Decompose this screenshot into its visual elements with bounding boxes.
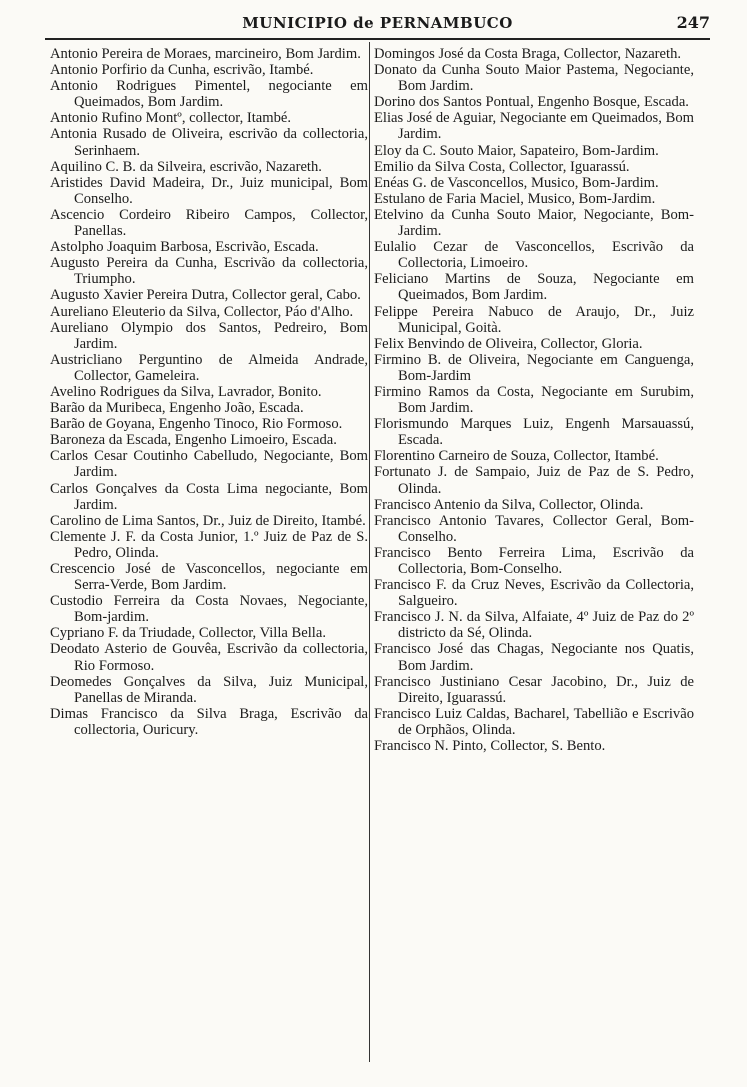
directory-entry: Eloy da C. Souto Maior, Sapateiro, Bom-Jardim. [374, 142, 659, 159]
directory-entry: Florentino Carneiro de Souza, Collector, Itambé. [374, 448, 659, 465]
directory-entry: Augusto Pereira da Cunha, Escrivão da collectoria, Triumpho. [50, 255, 368, 288]
directory-entry: Deodato Asterio de Gouvêa, Escrivão da collectoria, Rio Formoso. [50, 641, 368, 674]
directory-entry: Firmino Ramos da Costa, Negociante em Surubim, Bom Jardim. [374, 383, 694, 417]
right-column [374, 46, 694, 754]
directory-entry: Francisco Luiz Caldas, Bacharel, Tabellião e Escrivão de Orphãos, Olinda. [374, 705, 694, 738]
directory-entry: Florismundo Marques Luiz, Engenh Marsauassú, Escada. [374, 416, 694, 449]
directory-entry: Antonio Rufino Montº, collector, Itambé. [50, 110, 292, 127]
directory-entry: Aquilino C. B. da Silveira, escrivão, Nazareth. [50, 158, 322, 175]
directory-entry: Antonia Rusado de Oliveira, escrivão da collectoria, Serinhaem. [50, 126, 368, 159]
directory-entry: Carlos Gonçalves da Costa Lima negociante, Bom Jardim. [50, 480, 368, 513]
directory-entry: Francisco Antonio Tavares, Collector Geral, Bom-Conselho. [374, 512, 694, 545]
page-title: MUNICIPIO de PERNAMBUCO [242, 14, 513, 32]
directory-entry: Astolpho Joaquim Barbosa, Escrivão, Escada. [50, 239, 319, 256]
directory-entry: Emilio da Silva Costa, Collector, Iguarassú. [374, 158, 630, 175]
directory-entry: Augusto Xavier Pereira Dutra, Collector geral, Cabo. [50, 287, 361, 304]
directory-entry: Enéas G. de Vasconcellos, Musico, Bom-Jardim. [374, 174, 659, 191]
directory-entry: Baroneza da Escada, Engenho Limoeiro, Escada. [50, 432, 337, 449]
directory-entry: Estulano de Faria Maciel, Musico, Bom-Jardim. [374, 190, 656, 207]
column-divider [369, 42, 370, 1062]
directory-entry: Dimas Francisco da Silva Braga, Escrivão da collectoria, Ouricury. [50, 705, 368, 738]
directory-entry: Francisco Justiniano Cesar Jacobino, Dr., Juiz de Direito, Iguarassú. [374, 673, 694, 706]
directory-entry: Aureliano Eleuterio da Silva, Collector, Páo d'Alho. [50, 303, 354, 320]
directory-entry: Eulalio Cezar de Vasconcellos, Escrivão da Collectoria, Limoeiro. [374, 239, 694, 272]
directory-entry: Elias José de Aguiar, Negociante em Queimados, Bom Jardim. [374, 110, 694, 143]
page-header [45, 12, 710, 38]
directory-entry: Ascencio Cordeiro Ribeiro Campos, Collector, Panellas. [50, 206, 368, 240]
directory-entry: Aureliano Olympio dos Santos, Pedreiro, Bom Jardim. [50, 319, 368, 352]
directory-entry: Cypriano F. da Triudade, Collector, Villa Bella. [50, 625, 326, 642]
directory-entry: Carolino de Lima Santos, Dr., Juiz de Direito, Itambé. [50, 512, 366, 529]
directory-entry: Domingos José da Costa Braga, Collector, Nazareth. [374, 46, 682, 62]
directory-entry: Crescencio José de Vasconcellos, negociante em Serra-Verde, Bom Jardim. [50, 561, 368, 594]
directory-entry: Fortunato J. de Sampaio, Juiz de Paz de S. Pedro, Olinda. [374, 464, 694, 497]
header-rule [45, 38, 710, 40]
directory-entry: Dorino dos Santos Pontual, Engenho Bosque, Escada. [374, 94, 689, 111]
directory-entry: Feliciano Martins de Souza, Negociante em Queimados, Bom Jardim. [374, 271, 694, 304]
directory-entry: Firmino B. de Oliveira, Negociante em Canguenga, Bom-Jardim [374, 351, 694, 384]
directory-entry: Francisco J. N. da Silva, Alfaiate, 4º Juiz de Paz do 2º districto da Sé, Olinda. [374, 609, 694, 642]
directory-entry: Barão da Muribeca, Engenho João, Escada. [50, 400, 304, 417]
directory-entry: Austricliano Perguntino de Almeida Andrade, Collector, Gameleira. [50, 351, 368, 384]
directory-entry: Francisco F. da Cruz Neves, Escrivão da Collectoria, Salgueiro. [374, 577, 694, 610]
directory-entry: Carlos Cesar Coutinho Cabelludo, Negociante, Bom Jardim. [50, 448, 368, 481]
directory-entry: Custodio Ferreira da Costa Novaes, Negociante, Bom-jardim. [50, 593, 368, 626]
page-number: 247 [676, 13, 710, 32]
directory-entry: Clemente J. F. da Costa Junior, 1.º Juiz de Paz de S. Pedro, Olinda. [50, 528, 368, 561]
directory-entry: Barão de Goyana, Engenho Tinoco, Rio Formoso. [50, 416, 343, 433]
directory-entry: Antonio Pereira de Moraes, marcineiro, Bom Jardim. [50, 46, 361, 62]
directory-entry: Francisco Antenio da Silva, Collector, Olinda. [374, 496, 644, 513]
directory-entry: Donato da Cunha Souto Maior Pastema, Negociante, Bom Jardim. [374, 62, 694, 95]
directory-entry: Etelvino da Cunha Souto Maior, Negociante, Bom-Jardim. [374, 206, 694, 240]
directory-entry: Francisco José das Chagas, Negociante nos Quatis, Bom Jardim. [374, 641, 694, 674]
directory-entry: Deomedes Gonçalves da Silva, Juiz Municipal, Panellas de Miranda. [50, 673, 368, 706]
directory-entry: Antonio Porfirio da Cunha, escrivão, Itambé. [50, 62, 314, 79]
directory-entry: Francisco Bento Ferreira Lima, Escrivão da Collectoria, Bom-Conselho. [374, 544, 694, 577]
directory-entry: Avelino Rodrigues da Silva, Lavrador, Bonito. [50, 383, 322, 400]
directory-entry: Aristides David Madeira, Dr., Juiz municipal, Bom Conselho. [50, 174, 368, 207]
directory-entry: Antonio Rodrigues Pimentel, negociante em Queimados, Bom Jardim. [50, 78, 368, 111]
directory-entry: Francisco N. Pinto, Collector, S. Bento. [374, 738, 606, 755]
directory-entry: Felippe Pereira Nabuco de Araujo, Dr., Juiz Municipal, Goità. [374, 303, 694, 336]
directory-entry: Felix Benvindo de Oliveira, Collector, Gloria. [374, 335, 643, 352]
left-column [50, 46, 368, 738]
